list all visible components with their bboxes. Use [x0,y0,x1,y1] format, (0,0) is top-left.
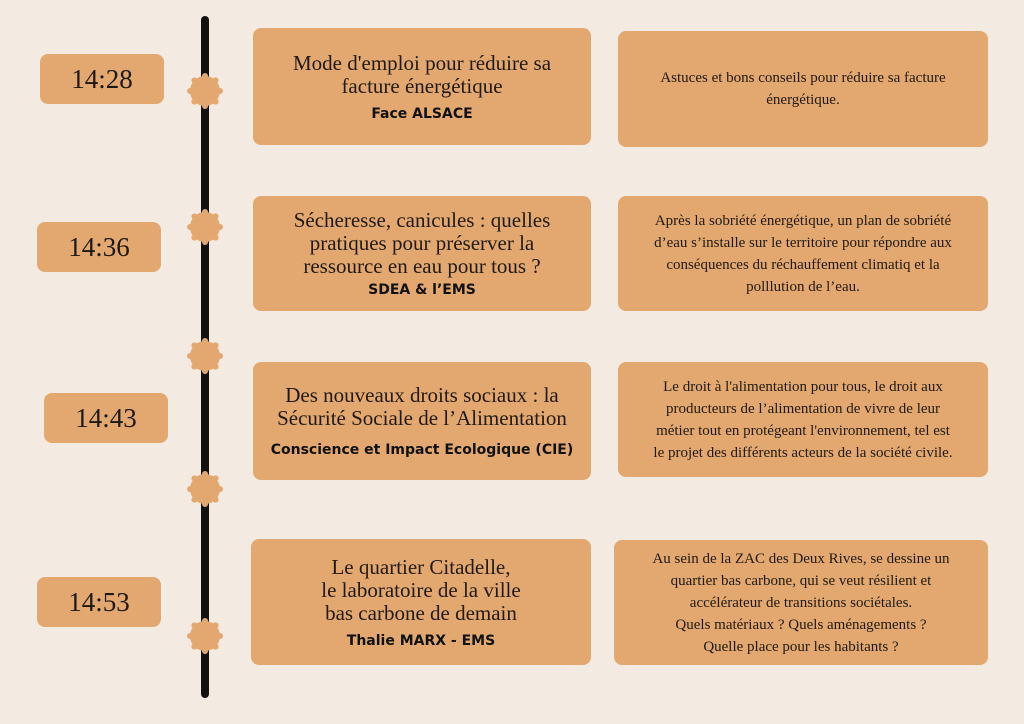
session-description [618,362,988,477]
session-speaker: Thalie MARX - EMS [346,632,496,649]
session-title: Sécheresse, canicules : quelles pratiques pour préserver la ressource en eau pour tous ? [293,208,551,278]
session-speaker: Conscience et Impact Ecologique (CIE) [270,442,574,458]
timeline-dot-icon [187,471,223,507]
session-time: 14:43 [44,393,168,443]
session-title: Mode d'emploi pour réduire sa facture énergétique [292,50,552,98]
session-description [618,31,988,147]
session-speaker: SDEA & l’EMS [368,282,476,298]
session-title: Des nouveaux droits sociaux : la Sécurité Sociale de l’Alimentation [277,383,567,430]
timeline-dot-icon [187,618,223,654]
session-card [251,539,591,665]
timeline-dot-icon [187,73,223,109]
session-description-text: Le droit à l'alimentation pour tous, le droit aux producteurs de l’alimentation de vivre de leur métier tout en protégeant l'environnement, tel est le projet des différents acteurs de la société civile. [653,378,953,461]
session-time: 14:36 [37,222,161,272]
session-title: Le quartier Citadelle, le laboratoire de la ville bas carbone de demain [321,554,521,625]
session-card [253,28,591,145]
session-time: 14:28 [40,54,164,104]
session-description [614,540,988,665]
session-card [253,196,591,311]
session-description-text: Astuces et bons conseils pour réduire sa facture énergétique. [660,70,946,108]
session-description-text: Après la sobriété énergétique, un plan de sobriété d’eau s’installe sur le territoire pour répondre aux conséquences du réchauffement climatiq et la polllution de l’eau. [654,212,952,295]
session-card [253,362,591,480]
session-speaker: Face ALSACE [371,105,473,122]
timeline-dot-icon [187,338,223,374]
session-description [618,196,988,311]
timeline-dot-icon [187,209,223,245]
session-time: 14:53 [37,577,161,627]
session-description-text: Au sein de la ZAC des Deux Rives, se dessine un quartier bas carbone, qui se veut résilient et accélérateur de transitions sociétales. Quels matériaux ? Quels aménagements ? Quelle place pour les habitants ? [652,550,950,655]
